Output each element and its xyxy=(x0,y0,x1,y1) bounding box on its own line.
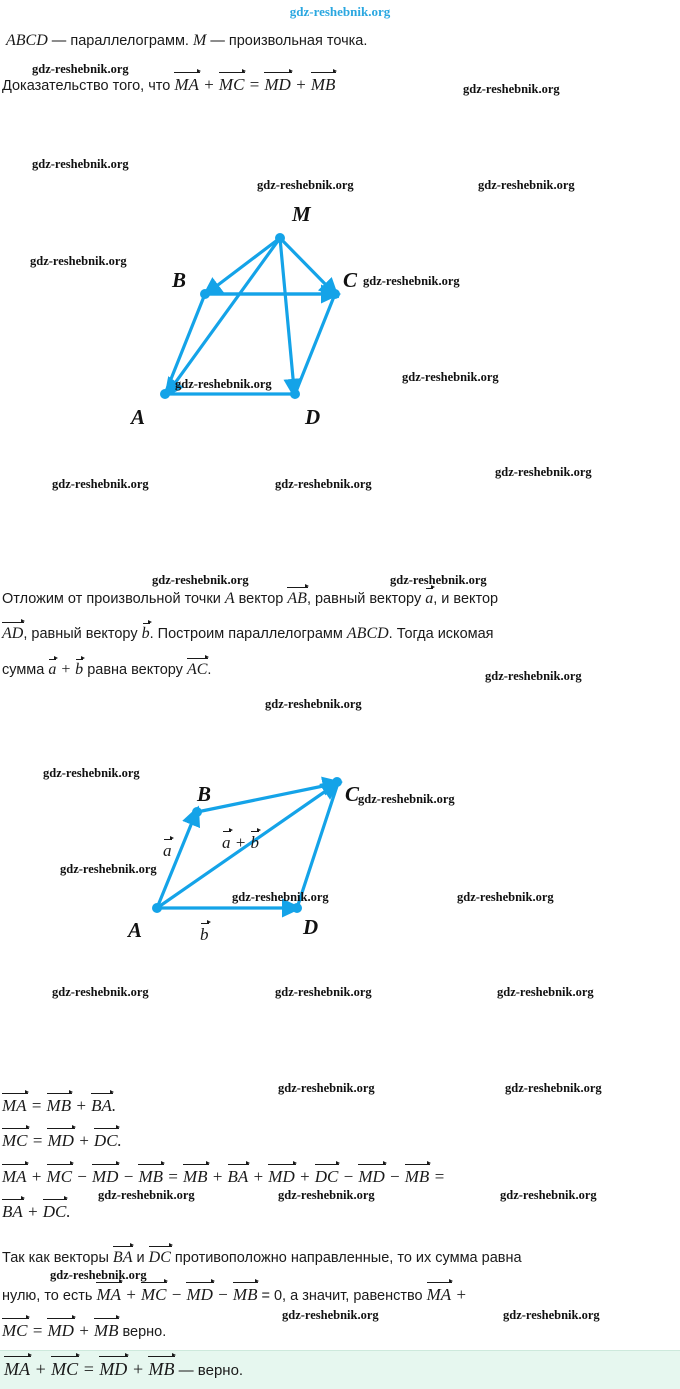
d3-o1: + xyxy=(26,1167,47,1186)
d3-o6: + xyxy=(294,1167,315,1186)
fig2-point-label-C: C xyxy=(345,782,360,806)
vector-b: b xyxy=(142,622,150,643)
statement-suffix: — произвольная точка. xyxy=(206,33,368,49)
point-label-D: D xyxy=(305,405,321,429)
d1-dot: . xyxy=(111,1096,117,1115)
explanation-line-1 xyxy=(2,587,498,608)
watermark: gdz-reshebnik.org xyxy=(463,82,560,96)
c2a: нулю, то есть xyxy=(2,1288,97,1304)
point-label-A: A xyxy=(131,405,146,429)
watermark: gdz-reshebnik.org xyxy=(52,477,149,491)
d3-MC: MC xyxy=(46,1167,73,1186)
c1a: Так как векторы xyxy=(2,1250,113,1266)
derivation-line-4 xyxy=(2,1200,71,1222)
d2-DC: DC xyxy=(93,1131,118,1150)
watermark: gdz-reshebnik.org xyxy=(358,792,455,806)
vector-MA: MA xyxy=(174,75,199,94)
watermark: gdz-reshebnik.org xyxy=(390,573,487,587)
d2-MD: MD xyxy=(47,1131,74,1150)
ans-MC: MC xyxy=(51,1359,79,1379)
watermark: gdz-reshebnik.org xyxy=(503,1308,600,1322)
fig2-label-vector-a xyxy=(163,838,172,861)
d4-BA: BA xyxy=(2,1202,23,1221)
derivation-line-1 xyxy=(2,1094,116,1116)
watermark: gdz-reshebnik.org xyxy=(152,573,249,587)
watermark: gdz-reshebnik.org xyxy=(30,254,127,268)
c3-MD: MD xyxy=(47,1321,74,1340)
watermark: gdz-reshebnik.org xyxy=(50,1268,147,1282)
op-eq: = xyxy=(244,75,265,94)
watermark-top: gdz-reshebnik.org xyxy=(289,4,391,19)
watermark: gdz-reshebnik.org xyxy=(257,178,354,192)
vec-sum-plus: + xyxy=(230,833,251,852)
statement-abcd: ABCD xyxy=(6,32,48,49)
conclusion-line-1 xyxy=(2,1247,522,1267)
d2-dot: . xyxy=(117,1131,122,1150)
vector-MB: MB xyxy=(310,75,336,94)
answer-banner xyxy=(0,1350,680,1389)
conclusion-line-3 xyxy=(2,1319,166,1341)
d3-MD: MD xyxy=(92,1167,119,1186)
d3-o5: + xyxy=(248,1167,269,1186)
watermark: gdz-reshebnik.org xyxy=(278,1188,375,1202)
d2-MC: MC xyxy=(2,1131,28,1150)
d4-dot: . xyxy=(66,1202,71,1221)
watermark: gdz-reshebnik.org xyxy=(402,370,499,384)
expl-2b: . Построим параллелограмм xyxy=(149,626,347,642)
d3-o8: − xyxy=(384,1167,405,1186)
fig2-point-label-B: B xyxy=(197,782,212,806)
watermark: gdz-reshebnik.org xyxy=(275,477,372,491)
c2b: = 0, а значит, равенство xyxy=(257,1288,427,1304)
vector-MC: MC xyxy=(218,75,245,94)
expl-abcd: ABCD xyxy=(346,625,389,642)
expl-1c: , равный вектору xyxy=(306,591,426,607)
ans-tail: — верно. xyxy=(174,1362,244,1379)
watermark: gdz-reshebnik.org xyxy=(32,62,129,76)
watermark: gdz-reshebnik.org xyxy=(505,1081,602,1095)
vector-a-2: a xyxy=(48,658,56,679)
d3-o3: − xyxy=(118,1167,139,1186)
d4-DC: DC xyxy=(42,1202,67,1221)
d1-MA: MA xyxy=(2,1096,27,1115)
d3-BA: BA xyxy=(227,1167,249,1186)
proof-lead: Доказательство того, что xyxy=(2,78,175,94)
expl-1b: вектор xyxy=(234,591,288,607)
watermark: gdz-reshebnik.org xyxy=(175,377,272,391)
watermark: gdz-reshebnik.org xyxy=(275,985,372,999)
c3-tail: верно. xyxy=(118,1324,167,1340)
d4-plus: + xyxy=(22,1202,43,1221)
watermark: gdz-reshebnik.org xyxy=(485,669,582,683)
c2-o3: − xyxy=(212,1285,233,1304)
expl-point-A: A xyxy=(224,590,235,607)
point-label-M: M xyxy=(292,202,311,226)
c1-BA: BA xyxy=(112,1249,133,1266)
d2-plus: + xyxy=(73,1131,94,1150)
watermark: gdz-reshebnik.org xyxy=(495,465,592,479)
d1-MB: MB xyxy=(46,1096,72,1115)
vec-a-label: a xyxy=(163,838,172,861)
c2-MD: MD xyxy=(186,1285,213,1304)
ans-eq: = xyxy=(78,1359,100,1379)
d3-DC: DC xyxy=(314,1167,339,1186)
watermark: gdz-reshebnik.org xyxy=(43,766,140,780)
d3-MB: MB xyxy=(138,1167,163,1186)
c1b: противоположно направленные, то их сумма равна xyxy=(170,1250,522,1266)
proof-line xyxy=(2,73,335,95)
watermark: gdz-reshebnik.org xyxy=(52,985,149,999)
c2-MC: MC xyxy=(140,1285,167,1304)
c1-and: и xyxy=(132,1250,149,1266)
vector-AD: AD xyxy=(2,625,24,642)
c2-tail: + xyxy=(451,1285,467,1304)
d3-MD3: MD xyxy=(358,1167,385,1186)
c2-o1: + xyxy=(121,1285,141,1304)
expl-plus: + xyxy=(56,661,76,678)
d3-MB2: MB xyxy=(182,1167,208,1186)
c1-DC: DC xyxy=(148,1249,171,1266)
expl-2c: . Тогда искомая xyxy=(388,626,494,642)
d1-plus: + xyxy=(71,1096,92,1115)
c2-o2: − xyxy=(166,1285,187,1304)
fig2-point-label-A: A xyxy=(128,918,143,942)
watermark: gdz-reshebnik.org xyxy=(98,1188,195,1202)
d3-eqend: = xyxy=(429,1167,446,1186)
d3-MA: MA xyxy=(2,1167,27,1186)
d1-eq: = xyxy=(26,1096,47,1115)
op-plus-2: + xyxy=(290,75,311,94)
d3-MB3: MB xyxy=(404,1167,430,1186)
figure-parallelogram-with-point-m xyxy=(0,190,420,450)
watermark: gdz-reshebnik.org xyxy=(232,890,329,904)
vector-b-2: b xyxy=(75,658,83,679)
fig2-label-vector-sum xyxy=(222,830,259,853)
c2-MB: MB xyxy=(232,1285,258,1304)
watermark: gdz-reshebnik.org xyxy=(497,985,594,999)
watermark: gdz-reshebnik.org xyxy=(500,1188,597,1202)
d3-o4: + xyxy=(207,1167,228,1186)
expl-1d: , и вектор xyxy=(433,591,499,607)
d3-o7: − xyxy=(338,1167,359,1186)
watermark: gdz-reshebnik.org xyxy=(265,697,362,711)
fig2-label-vector-b xyxy=(200,922,209,945)
c3-MB: MB xyxy=(93,1321,119,1340)
ans-MB: MB xyxy=(148,1359,175,1379)
vector-a: a xyxy=(425,587,433,608)
expl-2a: , равный вектору xyxy=(23,626,142,642)
d1-BA: BA xyxy=(91,1096,112,1115)
vector-AB: AB xyxy=(287,590,307,607)
ans-MA: MA xyxy=(4,1359,30,1379)
c2-MA: MA xyxy=(96,1285,121,1304)
vec-b-label: b xyxy=(200,922,209,945)
statement-mid: — параллелограмм. xyxy=(47,33,193,49)
watermark: gdz-reshebnik.org xyxy=(60,862,157,876)
explanation-line-2 xyxy=(2,622,494,643)
statement-point-m: M xyxy=(193,32,207,49)
ans-o2: + xyxy=(127,1359,149,1379)
c3-MC: MC xyxy=(2,1321,28,1340)
watermark: gdz-reshebnik.org xyxy=(457,890,554,904)
d3-eq: = xyxy=(163,1167,183,1186)
vec-sum-b: b xyxy=(250,830,259,853)
expl-3c: . xyxy=(207,662,212,678)
watermark: gdz-reshebnik.org xyxy=(278,1081,375,1095)
problem-statement xyxy=(6,32,367,50)
watermark: gdz-reshebnik.org xyxy=(282,1308,379,1322)
point-label-B: B xyxy=(172,268,187,292)
d2-eq: = xyxy=(27,1131,48,1150)
vector-AC: AC xyxy=(186,661,208,678)
conclusion-line-2 xyxy=(2,1283,467,1305)
ans-MD: MD xyxy=(99,1359,128,1379)
d3-MD2: MD xyxy=(268,1167,295,1186)
ans-o1: + xyxy=(30,1359,52,1379)
watermark: gdz-reshebnik.org xyxy=(32,157,129,171)
derivation-line-3 xyxy=(2,1165,445,1187)
c2-MA2: MA xyxy=(426,1285,452,1304)
point-label-C: C xyxy=(343,268,358,292)
watermark: gdz-reshebnik.org xyxy=(363,274,460,288)
expl-3b: равна вектору xyxy=(83,662,187,678)
d3-o2: − xyxy=(72,1167,93,1186)
expl-3a: сумма xyxy=(2,662,49,678)
op-plus: + xyxy=(198,75,219,94)
vector-MD: MD xyxy=(264,75,291,94)
c3-eq: = xyxy=(27,1321,48,1340)
vec-sum-a: a xyxy=(222,830,231,853)
explanation-line-3 xyxy=(2,658,211,679)
expl-1a: Отложим от произвольной точки xyxy=(2,591,225,607)
watermark: gdz-reshebnik.org xyxy=(478,178,575,192)
derivation-line-2 xyxy=(2,1129,122,1151)
c3-plus: + xyxy=(73,1321,94,1340)
fig2-point-label-D: D xyxy=(303,915,319,939)
